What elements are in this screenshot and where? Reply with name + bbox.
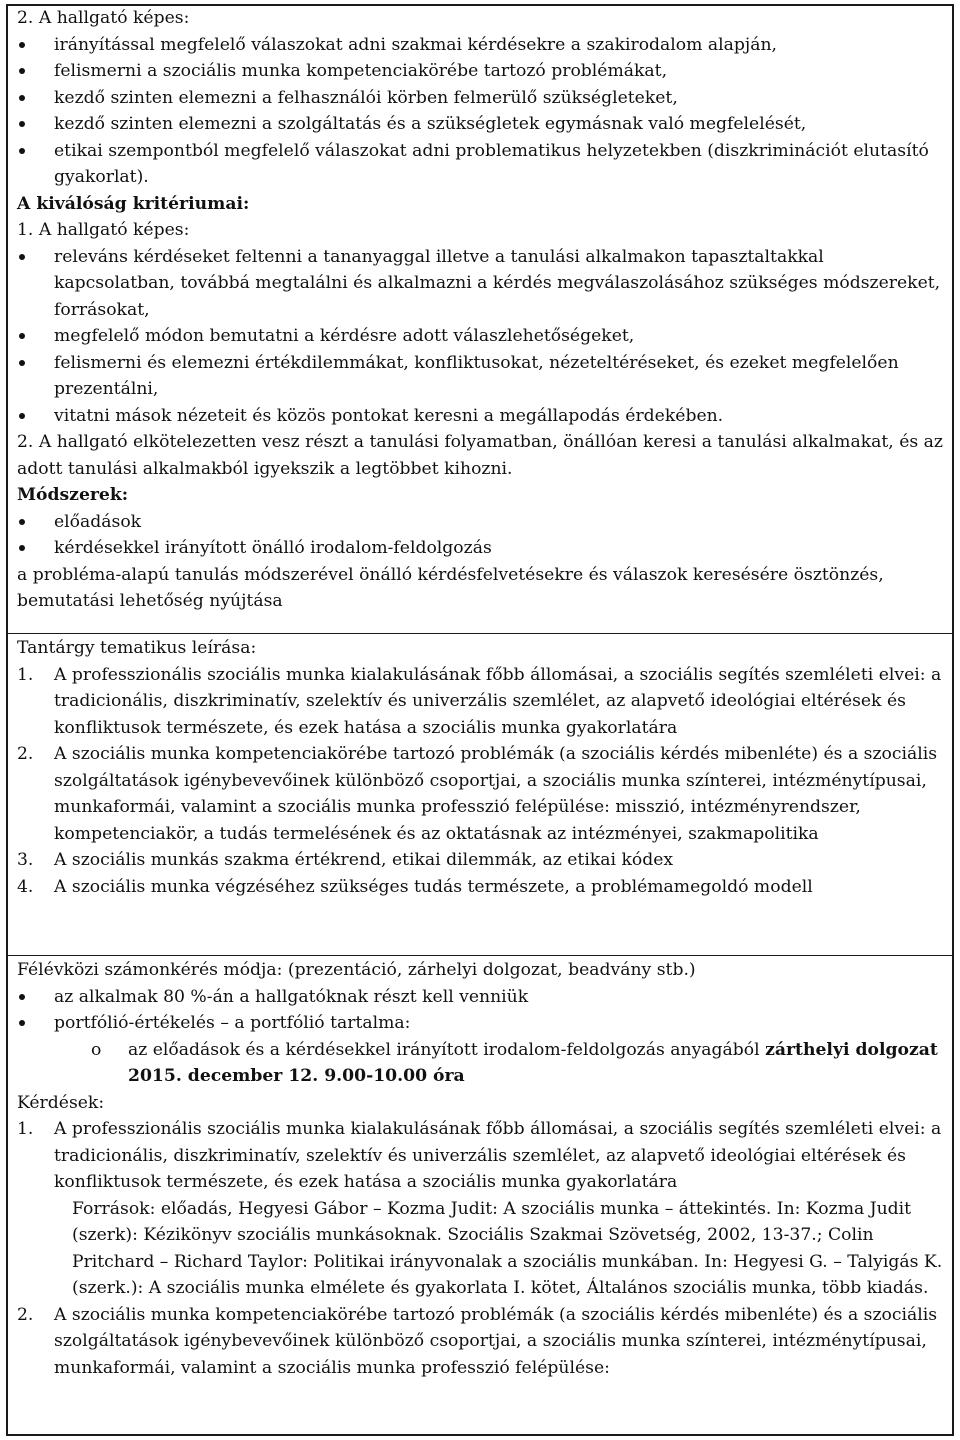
- methods-paragraph: a probléma-alapú tanulás módszerével önálló kérdésfelvetésekre és válaszok keresésére ösztönzés, bemutatási lehetőség nyújtása: [17, 564, 884, 611]
- list-item: kezdő szinten elemezni a szolgáltatás és a szükségletek egymásnak való megfelelését,: [17, 111, 944, 138]
- list-item: megfelelő módon bemutatni a kérdésre adott válaszlehetőségeket,: [17, 323, 944, 350]
- excellence-paragraph: 2. A hallgató elkötelezetten vesz részt a tanulási folyamatban, önállóan keresi a tanulási alkalmakat, és az adott tanulási alkalmakból igyekszik a legtöbbet kihozni.: [17, 432, 943, 479]
- questions-heading: Kérdések:: [17, 1092, 105, 1113]
- assessment-section: [6, 957, 954, 1381]
- list-item: az alkalmak 80 %-án a hallgatóknak részt kell venniük: [17, 984, 944, 1011]
- list-item: releváns kérdéseket feltenni a tananyaggal illetve a tanulási alkalmakon tapasztaltakkal kapcsolatban, továbbá megtalálni és alkalmazni a kérdés megválaszolásához szükséges módszereket, forrásokat,: [17, 244, 944, 324]
- topics-heading: Tantárgy tematikus leírása:: [17, 638, 257, 658]
- numbered-item: 1. A professzionális szociális munka kialakulásának főbb állomásai, a szociális segítés szemléleti elvei: a tradicionális, diszkriminatív, szelektív és univerzális szemlélet, az alapvető ideológiai eltérések és konfliktusok természete, és ezek hatása a szociális munka gyakorlatára: [17, 1119, 942, 1192]
- sub-list-item: o az előadások és a kérdésekkel irányított irodalom-feldolgozás anyagából zárthelyi dolgozat 2015. december 12. 9.00-10.00 óra: [91, 1039, 938, 1086]
- excellence-heading: A kiválóság kritériumai:: [17, 193, 250, 214]
- numbered-item: 2. A szociális munka kompetenciakörébe tartozó problémák (a szociális kérdés mibenléte) és a szociális szolgáltatások igénybevevőinek különböző csoportjai, a szociális munka színterei, intézménytípusai, munkaformái, valamint a szociális munka professzió felépülése:: [17, 1304, 938, 1378]
- section-heading: 2. A hallgató képes:: [17, 8, 190, 28]
- list-item: portfólió-értékelés – a portfólió tartalma:: [17, 1010, 944, 1037]
- assessment-heading: Félévközi számonkérés módja: (prezentáció, zárhelyi dolgozat, beadvány stb.): [17, 960, 696, 980]
- numbered-item: 2. A szociális munka kompetenciakörébe tartozó problémák (a szociális kérdés mibenléte) és a szociális szolgáltatások igénybevevőinek különböző csoportjai, a szociális munka színterei, intézménytípusai, munkaformái, valamint a szociális munka professzió felépülése: misszió, intézményrendszer, kompetenciakör, a tudás termelésének és az oktatásnak az intézményei, szakmapolitika: [17, 744, 938, 844]
- list-item: etikai szempontból megfelelő válaszokat adni problematikus helyzetekben (diszkriminációt elutasító gyakorlat).: [17, 138, 944, 191]
- excellence-subheading: 1. A hallgató képes:: [17, 220, 190, 240]
- methods-heading: Módszerek:: [17, 485, 129, 505]
- numbered-item: 3. A szociális munkás szakma értékrend, etikai dilemmák, az etikai kódex: [17, 850, 674, 870]
- list-item: kezdő szinten elemezni a felhasználói körben felmerülő szükségleteket,: [17, 85, 944, 112]
- sources-paragraph: Források: előadás, Hegyesi Gábor – Kozma Judit: A szociális munka – áttekintés. In: Kozma Judit (szerk): Kézikönyv szociális munkásoknak. Szociális Szakmai Szövetség, 2002, 13-37.; Colin Pritchard – Richard Taylor: Politikai irányvonalak a szociális munkában. In: Hegyesi G. – Talyigás K. (szerk.): A szociális munka elmélete és gyakorlata I. kötet, Általános szociális munka, több kiadás.: [72, 1198, 943, 1298]
- numbered-item: 1. A professzionális szociális munka kialakulásának főbb állomásai, a szociális segítés szemléleti elvei: a tradicionális, diszkriminatív, szelektív és univerzális szemlélet, az alapvető ideológiai eltérések és konfliktusok természete, és ezek hatása a szociális munka gyakorlatára: [17, 664, 942, 738]
- topics-section: [6, 635, 954, 900]
- competence-section: [6, 5, 954, 615]
- list-item: irányítással megfelelő válaszokat adni szakmai kérdésekre a szakirodalom alapján,: [17, 32, 944, 59]
- exam-date: zárthelyi dolgozat 2015. december 12. 9.00-10.00 óra: [128, 1039, 938, 1086]
- list-item: vitatni mások nézeteit és közös pontokat keresni a megállapodás érdekében.: [17, 403, 944, 430]
- numbered-item: 4. A szociális munka végzéséhez szükséges tudás természete, a problémamegoldó modell: [17, 876, 813, 897]
- list-item: kérdésekkel irányított önálló irodalom-feldolgozás: [17, 535, 944, 562]
- list-item: felismerni és elemezni értékdilemmákat, konfliktusokat, nézeteltéréseket, és ezeket megfelelően prezentálni,: [17, 350, 944, 403]
- section-divider: [6, 955, 954, 956]
- section-divider: [6, 633, 954, 634]
- list-item: előadások: [17, 509, 944, 536]
- list-item: felismerni a szociális munka kompetenciakörébe tartozó problémákat,: [17, 58, 944, 85]
